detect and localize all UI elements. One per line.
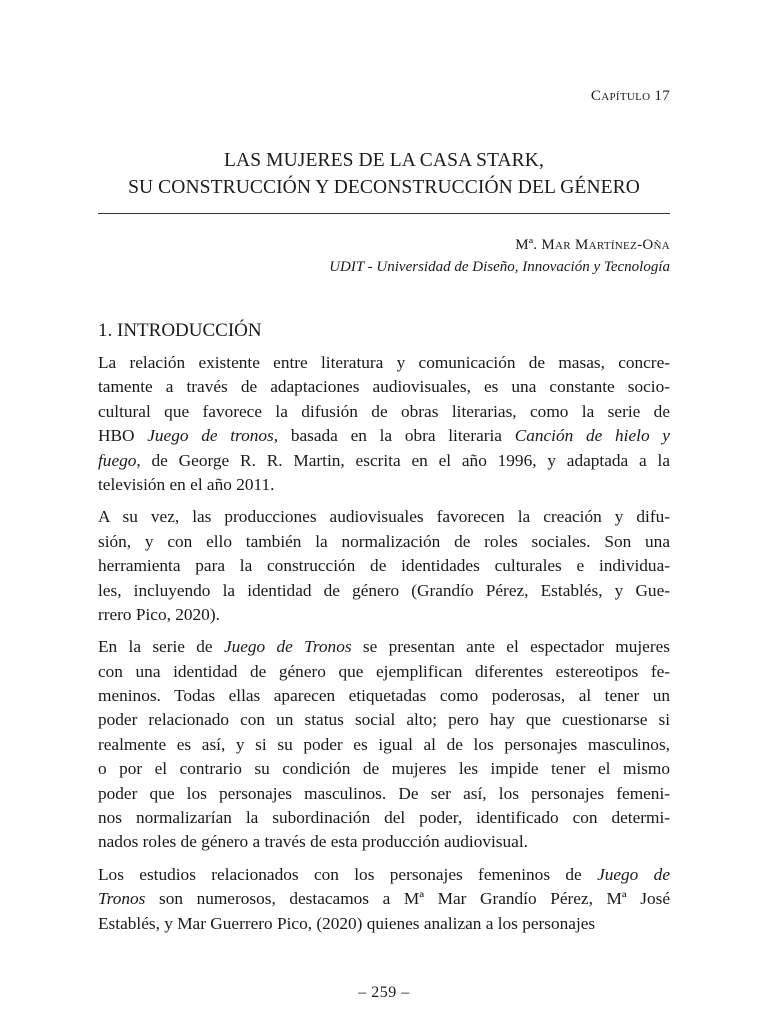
paragraph — [98, 505, 670, 627]
text-run: con una identidad de género que ejemplifican diferentes estereotipos fe- — [98, 661, 670, 681]
text-run: A su vez, las producciones audiovisuales favorecen la creación y difu- — [98, 507, 670, 527]
paragraph-line — [98, 684, 670, 708]
text-run: se presentan ante el espectador mujeres — [351, 637, 670, 657]
title-divider — [98, 213, 670, 214]
paragraph-line — [98, 806, 670, 830]
text-run: herramienta para la construcción de identidades culturales e individua- — [98, 556, 670, 576]
text-run: televisión en el año 2011. — [98, 474, 275, 494]
text-run: HBO — [98, 426, 148, 446]
italic-text: Canción de hielo y — [514, 426, 670, 446]
italic-text: Juego de Tronos — [223, 637, 352, 657]
italic-text: Tronos — [98, 889, 146, 909]
author-name: Mª. Mar Martínez-Oña — [515, 237, 670, 253]
paragraph — [98, 635, 670, 855]
paragraph-line — [98, 782, 670, 806]
text-run: son numerosos, destacamos a Mª Mar Grandío Pérez, Mª José — [145, 889, 670, 909]
chapter-title-line-1: LAS MUJERES DE LA CASA STARK, — [224, 150, 544, 171]
document-page — [98, 0, 670, 1024]
paragraph-line — [98, 887, 670, 911]
paragraph-line — [98, 733, 670, 757]
paragraph-line — [98, 375, 670, 399]
paragraph-line — [98, 351, 670, 375]
paragraph-line — [98, 400, 670, 424]
paragraph-line — [98, 505, 670, 529]
text-run: La relación existente entre literatura y comunicación de masas, concre- — [98, 353, 670, 372]
text-run: meninos. Todas ellas aparecen etiquetadas como poderosas, al tener un — [98, 686, 670, 706]
text-run: nados roles de género a través de esta producción audiovisual. — [98, 832, 528, 852]
body-text — [98, 351, 670, 944]
text-run: poder que los personajes masculinos. De ser así, los personajes femeni- — [98, 783, 670, 803]
italic-text: Juego de tronos — [147, 426, 274, 446]
paragraph-line — [98, 579, 670, 603]
paragraph-line — [98, 473, 670, 497]
chapter-title-line-2: SU CONSTRUCCIÓN Y DECONSTRUCCIÓN DEL GÉNERO — [128, 177, 640, 198]
paragraph-line — [98, 757, 670, 781]
text-run: cultural que favorece la difusión de obras literarias, como la serie de — [98, 401, 670, 421]
paragraph-line — [98, 863, 670, 887]
chapter-title — [98, 147, 670, 201]
text-run: realmente es así, y si su poder es igual al de los personajes masculinos, — [98, 734, 670, 754]
paragraph-line — [98, 635, 670, 659]
italic-text: Juego de — [597, 864, 670, 884]
paragraph-line — [98, 530, 670, 554]
paragraph — [98, 863, 670, 936]
text-run: les, incluyendo la identidad de género (Grandío Pérez, Establés, y Gue- — [98, 580, 670, 600]
paragraph-line — [98, 554, 670, 578]
text-run: Los estudios relacionados con los personajes femeninos de — [98, 864, 598, 884]
text-run: tamente a través de adaptaciones audiovisuales, es una constante socio- — [98, 377, 670, 397]
text-run: sión, y con ello también la normalización de roles sociales. Son una — [98, 531, 670, 551]
text-run: , basada en la obra literaria — [273, 426, 515, 446]
text-run: o por el contrario su condición de mujeres les impide tener el mismo — [98, 759, 670, 779]
paragraph — [98, 351, 670, 497]
text-run: poder relacionado con un status social alto; pero hay que cuestionarse si — [98, 710, 670, 730]
paragraph-line — [98, 912, 670, 936]
section-heading: 1. INTRODUCCIÓN — [98, 320, 262, 341]
chapter-label: Capítulo 17 — [590, 88, 670, 104]
text-run: rrero Pico, 2020). — [98, 604, 220, 624]
paragraph-line — [98, 603, 670, 627]
text-run: Establés, y Mar Guerrero Pico, (2020) quienes analizan a los personajes — [98, 913, 596, 933]
paragraph-line — [98, 424, 670, 448]
text-run: nos normalizarían la subordinación del poder, identificado con determi- — [98, 808, 670, 828]
paragraph-line — [98, 449, 670, 473]
text-run: , de George R. R. Martin, escrita en el año 1996, y adaptada a la — [136, 450, 670, 470]
paragraph-line — [98, 708, 670, 732]
paragraph-line — [98, 660, 670, 684]
paragraph-line — [98, 830, 670, 854]
italic-text: fuego — [98, 450, 137, 470]
author-affiliation: UDIT - Universidad de Diseño, Innovación y Tecnología — [329, 259, 670, 275]
page-number: – 259 – — [358, 984, 410, 1001]
text-run: En la serie de — [98, 637, 224, 657]
